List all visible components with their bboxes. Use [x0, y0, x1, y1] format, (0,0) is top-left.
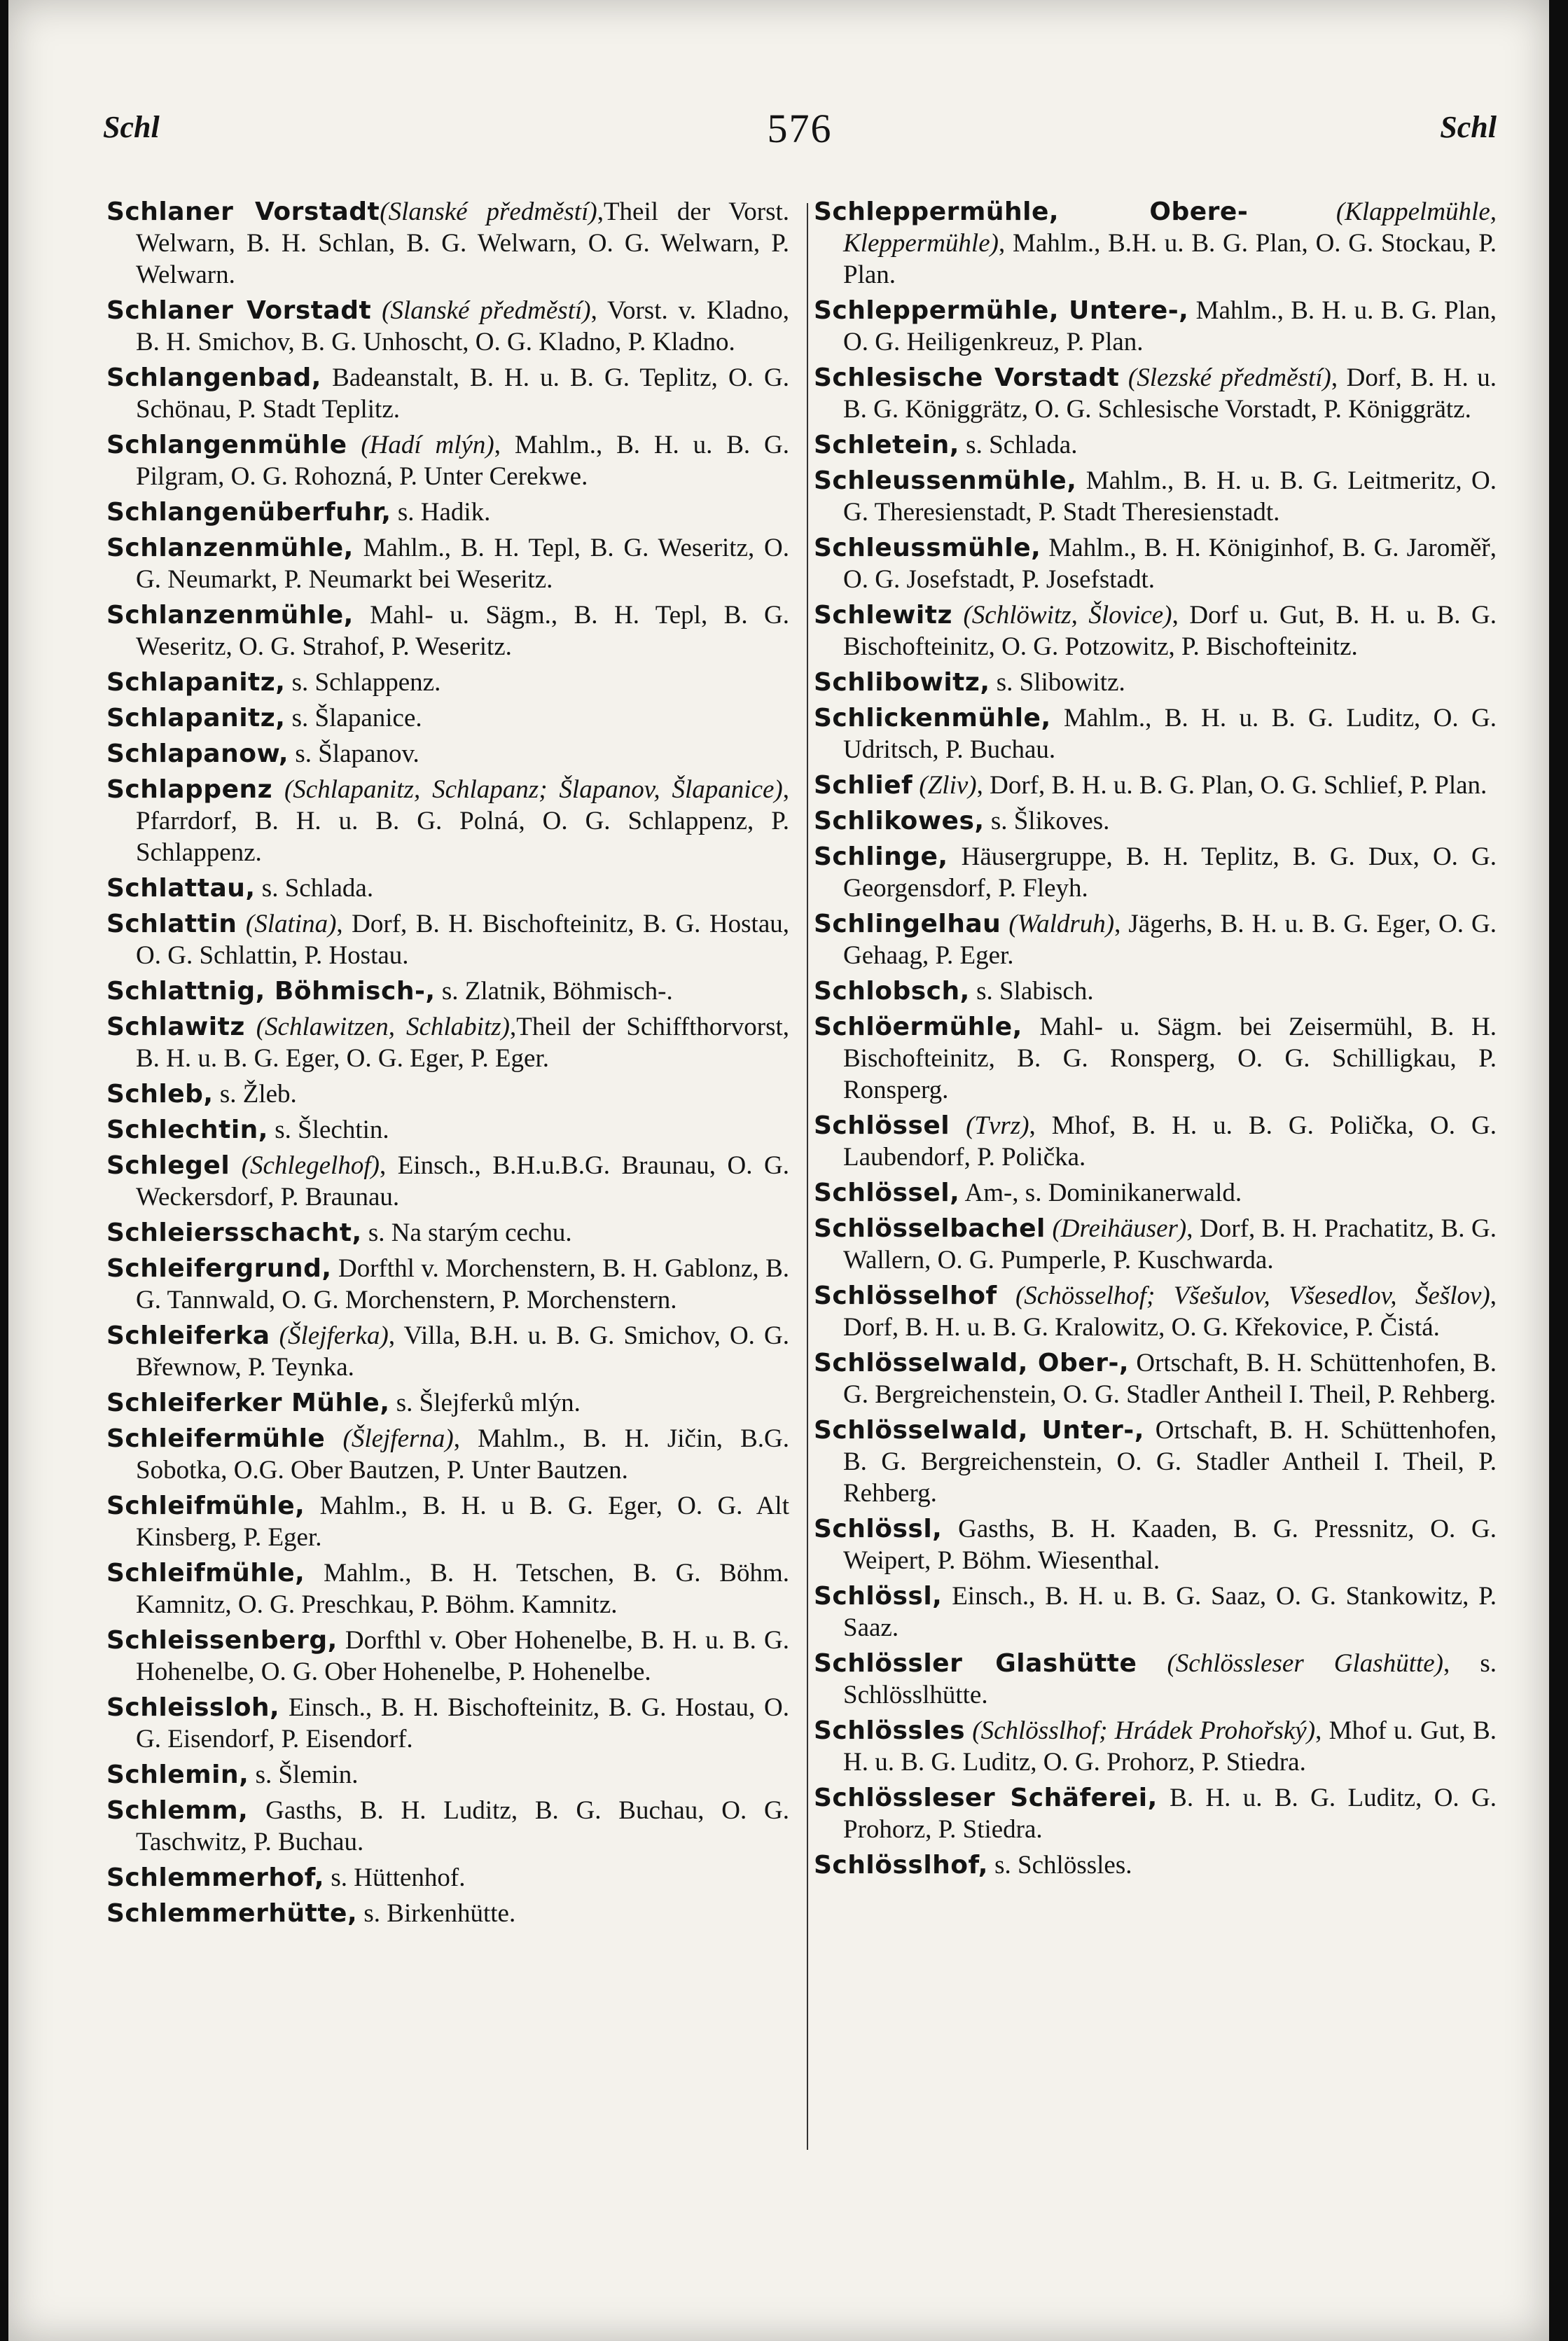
gazetteer-entry	[814, 667, 1497, 698]
gazetteer-entry	[106, 1862, 789, 1894]
gazetteer-entry	[106, 1692, 789, 1755]
entry-description: Einsch., B. H. Bischofteinitz, B. G. Hostau, O. G. Eisendorf, P. Eisendorf.	[136, 1693, 789, 1753]
entry-headword: Schleifmühle,	[106, 1559, 305, 1588]
entry-description: Mahlm., B. H. Königinhof, B. G. Jaroměř, O. G. Josefstadt, P. Josefstadt.	[843, 534, 1497, 594]
entry-headword: Schlawitz	[106, 1013, 245, 1041]
entry-alt-name: (Schlöwitz, Šlovice)	[952, 601, 1172, 630]
gazetteer-entry	[106, 1320, 789, 1383]
entry-alt-name: (Zliv)	[913, 771, 977, 800]
entry-headword: Schleifergrund,	[106, 1254, 332, 1283]
gazetteer-entry	[814, 599, 1497, 662]
entry-description: s. Šlejferků mlýn.	[389, 1389, 581, 1417]
gazetteer-entry	[106, 1114, 789, 1146]
page-header	[103, 105, 1497, 161]
entry-headword: Schlaner Vorstadt	[106, 197, 380, 226]
running-head-left: Schl	[103, 110, 160, 144]
entry-description: , Dorf u. Gut, B. H. u. B. G. Bischofteinitz, O. G. Potzowitz, P. Bischofteinitz.	[843, 601, 1497, 661]
gazetteer-entry	[814, 429, 1497, 461]
entry-headword: Schlöermühle,	[814, 1013, 1022, 1041]
entry-description: , s. Schlösslhütte.	[843, 1649, 1497, 1709]
entry-description: ,Theil der Schiffthorvorst, B. H. u. B. G. Eger, O. G. Eger, P. Eger.	[136, 1013, 789, 1073]
gazetteer-entry	[106, 1759, 789, 1791]
entry-description: Mahlm., B. H. u B. G. Eger, O. G. Alt Kinsberg, P. Eger.	[136, 1492, 789, 1552]
entry-description: , Einsch., B.H.u.B.G. Braunau, O. G. Weckersdorf, P. Braunau.	[136, 1151, 790, 1211]
entry-description: , Mahlm., B. H. Jičin, B.G. Sobotka, O.G. Ober Bautzen, P. Unter Bautzen.	[136, 1424, 789, 1485]
entry-description: , Dorf, B. H. Prachatitz, B. G. Wallern, O. G. Pumperle, P. Kuschwarda.	[843, 1214, 1497, 1274]
entry-description: s. Schlada.	[959, 431, 1078, 459]
entry-description: , Pfarrdorf, B. H. u. B. G. Polná, O. G. Schlappenz, P. Schlappenz.	[136, 775, 789, 867]
entry-description: Dorfthl v. Ober Hohenelbe, B. H. u. B. G. Hohenelbe, O. G. Ober Hohenelbe, P. Hohenelbe.	[136, 1626, 789, 1686]
entry-headword: Schleissloh,	[106, 1693, 280, 1722]
entry-alt-name: (Schlawitzen, Schlabitz)	[244, 1013, 510, 1041]
entry-alt-name: (Dreihäuser)	[1045, 1214, 1187, 1243]
entry-headword: Schlössel	[814, 1111, 950, 1140]
entry-headword: Schlösslhof,	[814, 1851, 988, 1880]
entry-headword: Schlapanitz,	[106, 668, 286, 697]
entry-headword: Schlobsch,	[814, 977, 970, 1006]
entry-description: Ortschaft, B. H. Schüttenhofen, B. G. Bergreichenstein, O. G. Stadler Antheil I. Theil, P. Rehberg.	[843, 1416, 1497, 1508]
gazetteer-entry	[106, 196, 789, 291]
entry-headword: Schlinge,	[814, 842, 948, 871]
entry-description: Ortschaft, B. H. Schüttenhofen, B. G. Bergreichenstein, O. G. Stadler Antheil I. Theil, P. Rehberg.	[843, 1349, 1497, 1409]
gazetteer-entry	[814, 1110, 1497, 1173]
gazetteer-entry	[106, 295, 789, 358]
entry-description: s. Šlikoves.	[984, 807, 1110, 835]
entry-description: Mahl- u. Sägm., B. H. Tepl, B. G. Weseritz, O. G. Strahof, P. Weseritz.	[136, 601, 789, 661]
entry-alt-name: (Waldruh)	[1001, 910, 1115, 938]
entry-headword: Schleussmühle,	[814, 534, 1041, 562]
entry-headword: Schlingelhau	[814, 910, 1001, 938]
gazetteer-entry	[814, 532, 1497, 595]
entry-description: , Mahlm., B.H. u. B. G. Plan, O. G. Stockau, P. Plan.	[843, 229, 1497, 289]
gazetteer-entry	[814, 1213, 1497, 1276]
entry-alt-name: (Schlössleser Glashütte)	[1137, 1649, 1444, 1678]
entry-headword: Schlechtin,	[106, 1116, 268, 1144]
gazetteer-entry	[814, 362, 1497, 425]
entry-headword: Schleissenberg,	[106, 1626, 338, 1655]
entry-description: Gasths, B. H. Luditz, B. G. Buchau, O. G. Taschwitz, P. Buchau.	[136, 1796, 789, 1856]
entry-description: Mahlm., B. H. u. B. G. Leitmeritz, O. G. Theresienstadt, P. Stadt Theresienstadt.	[843, 466, 1497, 527]
gazetteer-entry	[106, 873, 789, 904]
gazetteer-entry	[814, 295, 1497, 358]
column-divider	[807, 203, 808, 2150]
entry-headword: Schlemm,	[106, 1796, 249, 1825]
entry-headword: Schlemin,	[106, 1760, 249, 1789]
entry-description: Gasths, B. H. Kaaden, B. G. Pressnitz, O. G. Weipert, P. Böhm. Wiesenthal.	[843, 1515, 1497, 1575]
entry-description: Am-, s. Dominikanerwald.	[959, 1179, 1242, 1207]
gazetteer-entry	[106, 1078, 789, 1110]
entry-headword: Schlattau,	[106, 874, 256, 903]
gazetteer-entry	[106, 774, 789, 868]
entry-headword: Schleiferker Mühle,	[106, 1389, 390, 1417]
entry-headword: Schlickenmühle,	[814, 704, 1051, 732]
entry-description: s. Schlada.	[255, 874, 374, 903]
entry-description: s. Šlapanice.	[285, 704, 422, 732]
gazetteer-entry	[106, 1490, 789, 1553]
gazetteer-entry	[814, 841, 1497, 904]
gazetteer-entry	[814, 805, 1497, 837]
entry-alt-name: (Schösselhof; Všešulov, Všesedlov, Šešlov)	[997, 1281, 1490, 1310]
entry-description: , Mahlm., B. H. u. B. G. Pilgram, O. G. Rohozná, P. Unter Cerekwe.	[136, 431, 789, 491]
entry-alt-name: (Slezské předměstí)	[1119, 363, 1331, 392]
entry-description: , Villa, B.H. u. B. G. Smichov, O. G. Břewnow, P. Teynka.	[136, 1321, 789, 1382]
page-number: 576	[767, 106, 833, 151]
gazetteer-entry	[814, 1415, 1497, 1509]
entry-alt-name: (Klappelmühle, Kleppermühle)	[843, 197, 1497, 258]
entry-headword: Schlaner Vorstadt	[106, 296, 372, 325]
entry-alt-name: (Slanské předměstí)	[371, 296, 591, 325]
entry-description: , Vorst. v. Kladno, B. H. Smichov, B. G. Unhoscht, O. G. Kladno, P. Kladno.	[136, 296, 789, 356]
entry-description: Dorfthl v. Morchenstern, B. H. Gablonz, B. G. Tannwald, O. G. Morchenstern, P. Morchenstern.	[136, 1254, 789, 1314]
gazetteer-entry	[106, 1625, 789, 1688]
entry-alt-name: (Schlegelhof)	[230, 1151, 380, 1180]
entry-description: , Dorf, B. H. u. B. G. Plan, O. G. Schlief, P. Plan.	[976, 771, 1487, 800]
entry-headword: Schlewitz	[814, 601, 952, 630]
entry-description: s. Slabisch.	[969, 977, 1094, 1006]
gazetteer-entry	[106, 975, 789, 1007]
entry-alt-name: (Slanské předměstí)	[380, 197, 597, 226]
gazetteer-entry	[814, 465, 1497, 528]
entry-alt-name: (Slatina)	[237, 910, 337, 938]
entry-headword: Schlattin	[106, 910, 237, 938]
gazetteer-entry	[814, 702, 1497, 765]
entry-headword: Schlikowes,	[814, 807, 985, 835]
gazetteer-entry	[106, 1795, 789, 1858]
entry-description: Mahlm., B. H. Tepl, B. G. Weseritz, O. G. Neumarkt, P. Neumarkt bei Weseritz.	[136, 534, 789, 594]
gazetteer-entry	[814, 1715, 1497, 1778]
entry-headword: Schlösselbachel	[814, 1214, 1046, 1243]
gazetteer-entry	[814, 770, 1497, 801]
entry-headword: Schlösselwald, Ober-,	[814, 1349, 1130, 1377]
gazetteer-entry	[106, 667, 789, 698]
entry-headword: Schleifmühle,	[106, 1492, 305, 1520]
gazetteer-entry	[106, 738, 789, 770]
entry-description: s. Birkenhütte.	[357, 1899, 516, 1928]
entry-headword: Schleb,	[106, 1080, 214, 1109]
entry-description: s. Šlechtin.	[268, 1116, 389, 1144]
entry-description: ,Theil der Vorst. Welwarn, B. H. Schlan, B. G. Welwarn, O. G. Welwarn, P. Welwarn.	[136, 197, 789, 289]
entry-headword: Schlösselwald, Unter-,	[814, 1416, 1144, 1445]
entry-description: , Mhof u. Gut, B. H. u. B. G. Luditz, O. G. Prohorz, P. Stiedra.	[843, 1716, 1497, 1777]
entry-description: Mahlm., B. H. Tetschen, B. G. Böhm. Kamnitz, O. G. Preschkau, P. Böhm. Kamnitz.	[136, 1559, 789, 1619]
gazetteer-entry	[814, 1849, 1497, 1881]
entry-headword: Schlemmerhütte,	[106, 1899, 358, 1928]
entry-description: Häusergruppe, B. H. Teplitz, B. G. Dux, O. G. Georgensdorf, P. Fleyh.	[843, 842, 1497, 903]
entry-description: s. Šlemin.	[249, 1760, 359, 1789]
entry-headword: Schlibowitz,	[814, 668, 990, 697]
gazetteer-entry	[106, 532, 789, 595]
entry-headword: Schlangenüberfuhr,	[106, 498, 391, 527]
entry-description: , Jägerhs, B. H. u. B. G. Eger, O. G. Gehaag, P. Eger.	[843, 910, 1497, 970]
entry-description: Mahlm., B. H. u. B. G. Plan, O. G. Heiligenkreuz, P. Plan.	[843, 296, 1497, 356]
gazetteer-entry	[106, 1898, 789, 1929]
entry-headword: Schlössel,	[814, 1179, 960, 1207]
entry-description: s. Šlapanov.	[289, 739, 419, 768]
gazetteer-entry	[814, 1581, 1497, 1644]
gazetteer-entry	[814, 1347, 1497, 1410]
entry-headword: Schlösselhof	[814, 1281, 997, 1310]
entry-headword: Schlangenbad,	[106, 363, 321, 392]
entry-alt-name: (Šlejferna)	[325, 1424, 454, 1453]
entry-headword: Schlief	[814, 771, 913, 800]
entry-description: Mahlm., B. H. u. B. G. Luditz, O. G. Udritsch, P. Buchau.	[843, 704, 1497, 764]
gazetteer-entry	[106, 1217, 789, 1249]
entry-description: , Dorf, B. H. u. B. G. Königgrätz, O. G. Schlesische Vorstadt, P. Königgrätz.	[843, 363, 1497, 424]
left-column	[106, 196, 789, 1933]
entry-headword: Schlapanitz,	[106, 704, 286, 732]
entry-alt-name: (Šlejferka)	[270, 1321, 389, 1350]
entry-headword: Schlappenz	[106, 775, 273, 804]
entry-description: , Mhof, B. H. u. B. G. Polička, O. G. Laubendorf, P. Polička.	[843, 1111, 1497, 1172]
entry-headword: Schleppermühle, Obere-	[814, 197, 1249, 226]
entry-headword: Schlössles	[814, 1716, 966, 1745]
gazetteer-entry	[106, 702, 789, 734]
gazetteer-entry	[814, 1011, 1497, 1106]
entry-headword: Schlössl,	[814, 1515, 943, 1543]
entry-headword: Schleussenmühle,	[814, 466, 1077, 495]
entry-description: s. Žleb.	[213, 1080, 297, 1109]
entry-headword: Schlössler Glashütte	[814, 1649, 1137, 1678]
gazetteer-entry	[106, 1557, 789, 1620]
gazetteer-entry	[106, 599, 789, 662]
entry-headword: Schlanzenmühle,	[106, 534, 354, 562]
entry-headword: Schleppermühle, Untere-,	[814, 296, 1189, 325]
entry-description: Badeanstalt, B. H. u. B. G. Teplitz, O. G. Schönau, P. Stadt Teplitz.	[136, 363, 789, 424]
entry-headword: Schlanzenmühle,	[106, 601, 354, 630]
gazetteer-entry	[106, 362, 789, 425]
gazetteer-entry	[106, 429, 789, 492]
running-head-right: Schl	[1440, 110, 1497, 144]
entry-alt-name: (Schlösslhof; Hrádek Prohořský)	[965, 1716, 1316, 1745]
entry-description: s. Hadik.	[391, 498, 491, 527]
entry-headword: Schletein,	[814, 431, 959, 459]
entry-headword: Schlegel	[106, 1151, 230, 1180]
gazetteer-entry	[106, 908, 789, 971]
entry-description: s. Schlössles.	[987, 1851, 1132, 1880]
gazetteer-entry	[814, 1280, 1497, 1343]
entry-alt-name: (Tvrz)	[950, 1111, 1029, 1140]
entry-headword: Schleifermühle	[106, 1424, 326, 1453]
entry-headword: Schlangenmühle	[106, 431, 347, 459]
entry-description: s. Slibowitz.	[990, 668, 1125, 697]
entry-description: s. Schlappenz.	[285, 668, 441, 697]
entry-description: B. H. u. B. G. Luditz, O. G. Prohorz, P. Stiedra.	[843, 1784, 1497, 1844]
entry-headword: Schlesische Vorstadt	[814, 363, 1120, 392]
entry-description: s. Hüttenhof.	[324, 1863, 466, 1892]
gazetteer-entry	[814, 908, 1497, 971]
gazetteer-entry	[814, 1177, 1497, 1209]
gazetteer-entry	[106, 1423, 789, 1486]
gazetteer-entry	[814, 975, 1497, 1007]
entry-description: Mahl- u. Sägm. bei Zeisermühl, B. H. Bischofteinitz, B. G. Ronsperg, O. G. Schilligkau, P. Ronsperg.	[843, 1013, 1497, 1104]
entry-headword: Schlössleser Schäferei,	[814, 1784, 1158, 1812]
entry-alt-name: (Hadí mlýn)	[347, 431, 494, 459]
entry-description: s. Zlatnik, Böhmisch-.	[435, 977, 673, 1006]
entry-description: Einsch., B. H. u. B. G. Saaz, O. G. Stankowitz, P. Saaz.	[843, 1582, 1497, 1642]
gazetteer-entry	[814, 1513, 1497, 1576]
gazetteer-entry	[106, 1387, 789, 1419]
gazetteer-entry	[814, 1648, 1497, 1711]
right-column	[814, 196, 1497, 1885]
gazetteer-entry	[814, 196, 1497, 291]
gazetteer-entry	[106, 1253, 789, 1316]
entry-headword: Schlapanow,	[106, 739, 289, 768]
entry-headword: Schleiersschacht,	[106, 1218, 362, 1247]
entry-headword: Schlemmerhof,	[106, 1863, 325, 1892]
gazetteer-entry	[106, 1150, 789, 1213]
entry-description: , Dorf, B. H. Bischofteinitz, B. G. Hostau, O. G. Schlattin, P. Hostau.	[136, 910, 790, 970]
book-page	[8, 0, 1549, 2341]
gazetteer-entry	[106, 1011, 789, 1074]
entry-headword: Schlössl,	[814, 1582, 943, 1611]
entry-description: s. Na starým cechu.	[361, 1218, 572, 1247]
entry-alt-name: (Schlapanitz, Schlapanz; Šlapanov, Šlapanice)	[272, 775, 783, 804]
entry-headword: Schlattnig, Böhmisch-,	[106, 977, 436, 1006]
gazetteer-entry	[814, 1782, 1497, 1845]
entry-headword: Schleiferka	[106, 1321, 270, 1350]
gazetteer-entry	[106, 496, 789, 528]
entry-description: , Dorf, B. H. u. B. G. Kralowitz, O. G. Křekovice, P. Čistá.	[843, 1281, 1497, 1342]
